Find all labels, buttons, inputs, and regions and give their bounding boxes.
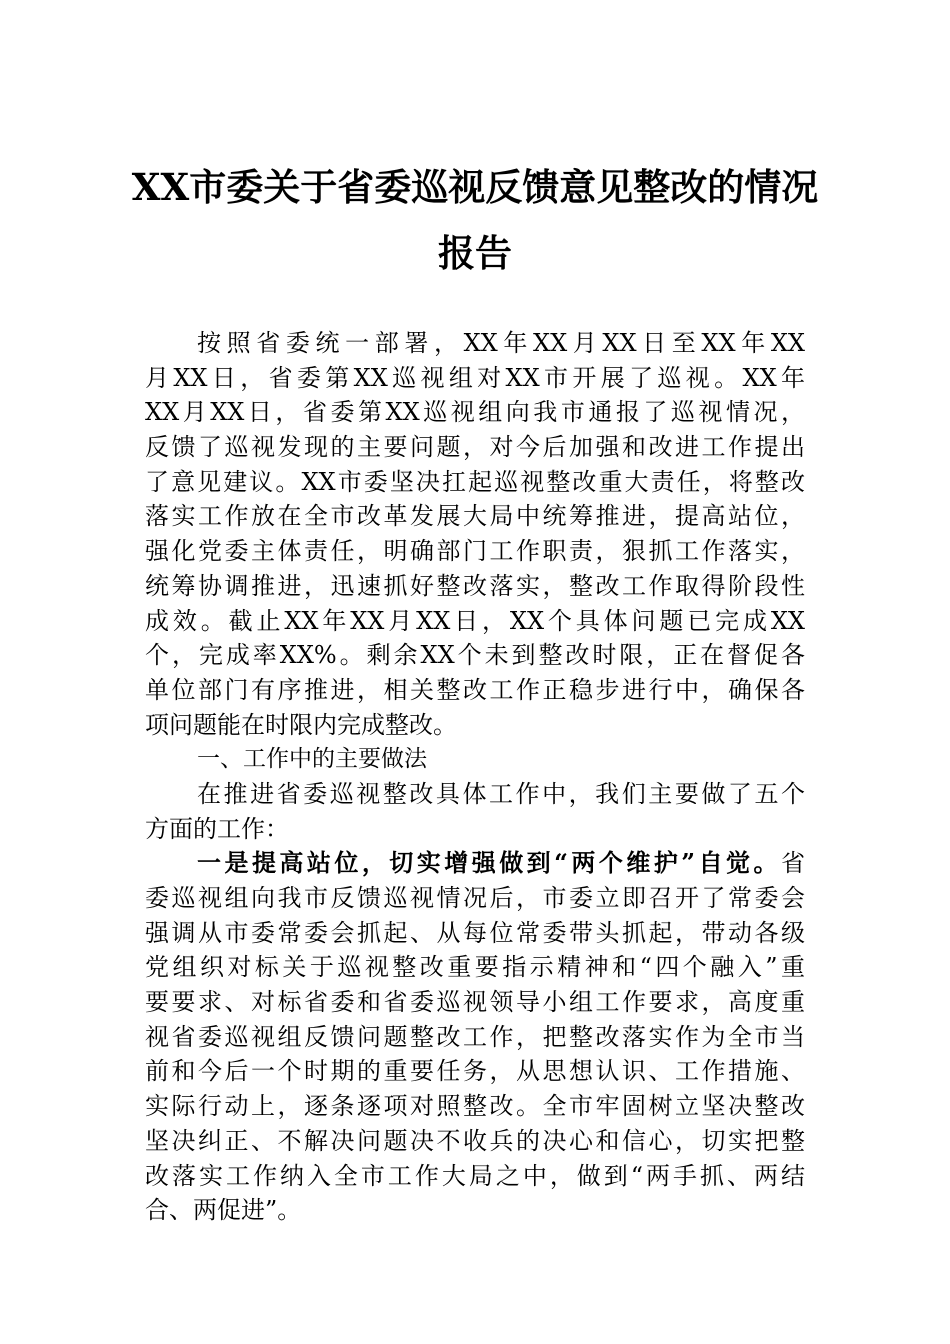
point-one-line: 要要求、对标省委和省委巡视领导小组工作要求，高度重 [145, 988, 805, 1017]
point-one-line: 坚决纠正、不解决问题决不收兵的决心和信心，切实把整 [145, 1126, 805, 1155]
section-intro-line: 方面的工作： [145, 814, 289, 843]
point-one-line: 改落实工作纳入全市工作大局之中，做到“两手抓、两结 [145, 1161, 805, 1190]
intro-line: 项问题能在时限内完成整改。 [145, 710, 457, 739]
section-heading: 一、工作中的主要做法 [197, 746, 427, 773]
intro-line: 落实工作放在全市改革发展大局中统筹推进，提高站位， [145, 502, 805, 531]
intro-line: 反馈了巡视发现的主要问题，对今后加强和改进工作提出 [145, 433, 805, 462]
document-body [145, 326, 805, 1228]
intro-line: 月XX日，省委第XX巡视组对XX市开展了巡视。XX年 [145, 363, 805, 392]
point-one-line: 视省委巡视组反馈问题整改工作，把整改落实作为全市当 [145, 1022, 805, 1051]
section-intro-line: 在推进省委巡视整改具体工作中，我们主要做了五个 [197, 779, 805, 808]
point-one-first-rest: 省 [781, 849, 805, 878]
point-one-line: 党组织对标关于巡视整改重要指示精神和“四个融入”重 [145, 953, 805, 982]
intro-line: 强化党委主体责任，明确部门工作职责，狠抓工作落实， [145, 537, 805, 566]
point-one-line: 合、两促进”。 [145, 1196, 302, 1225]
intro-line: XX月XX日，省委第XX巡视组向我市通报了巡视情况， [145, 398, 805, 427]
point-one-line: 前和今后一个时期的重要任务，从思想认识、工作措施、 [145, 1057, 805, 1086]
intro-line: 成效。截止XX年XX月XX日，XX个具体问题已完成XX [145, 606, 805, 635]
point-one-line: 实际行动上，逐条逐项对照整改。全市牢固树立坚决整改 [145, 1092, 805, 1121]
point-one-first-line [145, 846, 805, 881]
point-one-line: 强调从市委常委会抓起、从每位常委带头抓起，带动各级 [145, 918, 805, 947]
intro-line: 按照省委统一部署，XX年XX月XX日至XX年XX [197, 329, 805, 357]
intro-line: 个，完成率XX%。剩余XX个未到整改时限，正在督促各 [145, 641, 805, 670]
point-one-bold-lead: 一是提高站位，切实增强做到“两个维护”自觉。 [197, 848, 781, 878]
intro-line: 了意见建议。XX市委坚决扛起巡视整改重大责任，将整改 [145, 467, 805, 496]
intro-line: 统筹协调推进，迅速抓好整改落实，整改工作取得阶段性 [145, 571, 805, 600]
intro-line: 单位部门有序推进，相关整改工作正稳步进行中，确保各 [145, 675, 805, 704]
document-title-line-2: 报告 [438, 231, 512, 275]
point-one-line: 委巡视组向我市反馈巡视情况后，市委立即召开了常委会 [145, 884, 805, 912]
document-title-line-1: XX市委关于省委巡视反馈意见整改的情况 [131, 165, 819, 209]
